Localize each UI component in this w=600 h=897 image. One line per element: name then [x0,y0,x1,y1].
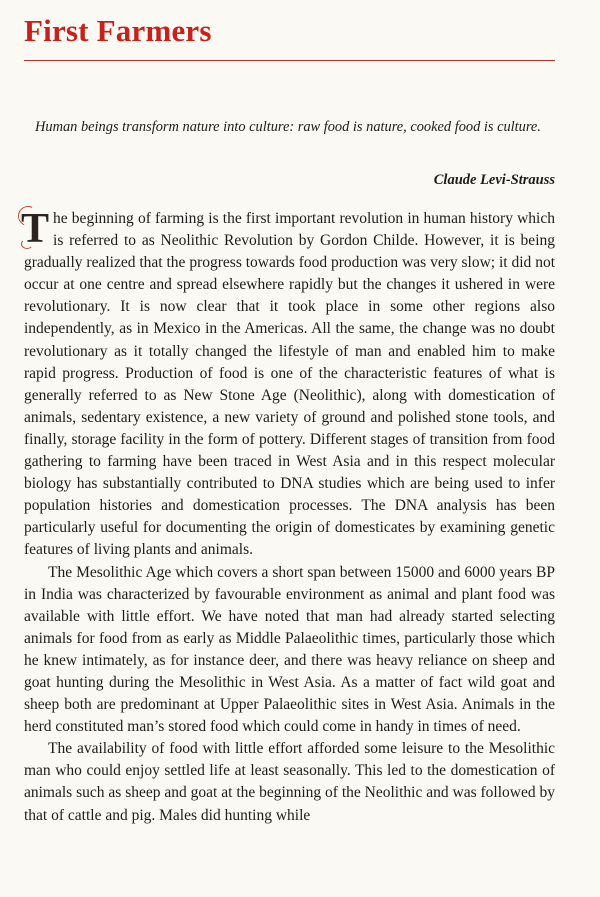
title-divider [24,60,555,61]
paragraph-3: The availability of food with little effort afforded some leisure to the Mesolithic man who could enjoy settled life at least seasonally. This led to the domestication of animals such as sheep and goat at the beginning of the Neolithic and was followed by that of cattle and pig. Males did hunting while [24,740,555,824]
paragraph-1-text: he beginning of farming is the first important revolution in human history which is referred to as Neolithic Revolution by Gordon Childe. However, it is being gradually realized that the progress towards food production was very slow; it did not occur at one centre and spread elsewhere rapidly but the changes it ushered in were revolutionary. It is now clear that it took place in some other regions also independently, as in Mexico in the Americas. All the same, the change was no doubt revolutionary as it totally changed the lifestyle of man and enabled him to make rapid progress. Production of food is one of the characteristic features of what is generally referred to as New Stone Age (Neolithic), along with domestication of animals, sedentary existence, a new variety of ground and polished stone tools, and finally, storage facility in the form of pottery. Different stages of transition from food gathering to farming have been traced in West Asia and in this respect molecular biology has substantially contributed to DNA studies which are being used to infer population histories and domestication processes. The DNA analysis has been particularly useful for documenting the origin of domesticates by examining genetic features of living plants and animals. [24,210,555,559]
paragraph-2: The Mesolithic Age which covers a short span between 15000 and 6000 years BP in India was characterized by favourable environment as animal and plant food was available with little effort. We have noted that man had already started selecting animals for food from as early as Middle Palaeolithic times, particularly those which he knew intimately, as for instance deer, and there was heavy reliance on sheep and goat hunting during the Mesolithic in West Asia. As a matter of fact wild goat and sheep both are predominant at Upper Palaeolithic sites in West Asia. Animals in the herd constituted man’s stored food which could come in handy in times of need. [24,563,555,736]
epigraph-quote: Human beings transform nature into culture: raw food is nature, cooked food is culture. [35,119,541,135]
drop-cap: T [21,206,50,252]
body-text [21,206,555,827]
epigraph-author: Claude Levi-Strauss [433,172,555,188]
paragraph-1 [21,206,555,562]
chapter-title: First Farmers [24,13,212,48]
